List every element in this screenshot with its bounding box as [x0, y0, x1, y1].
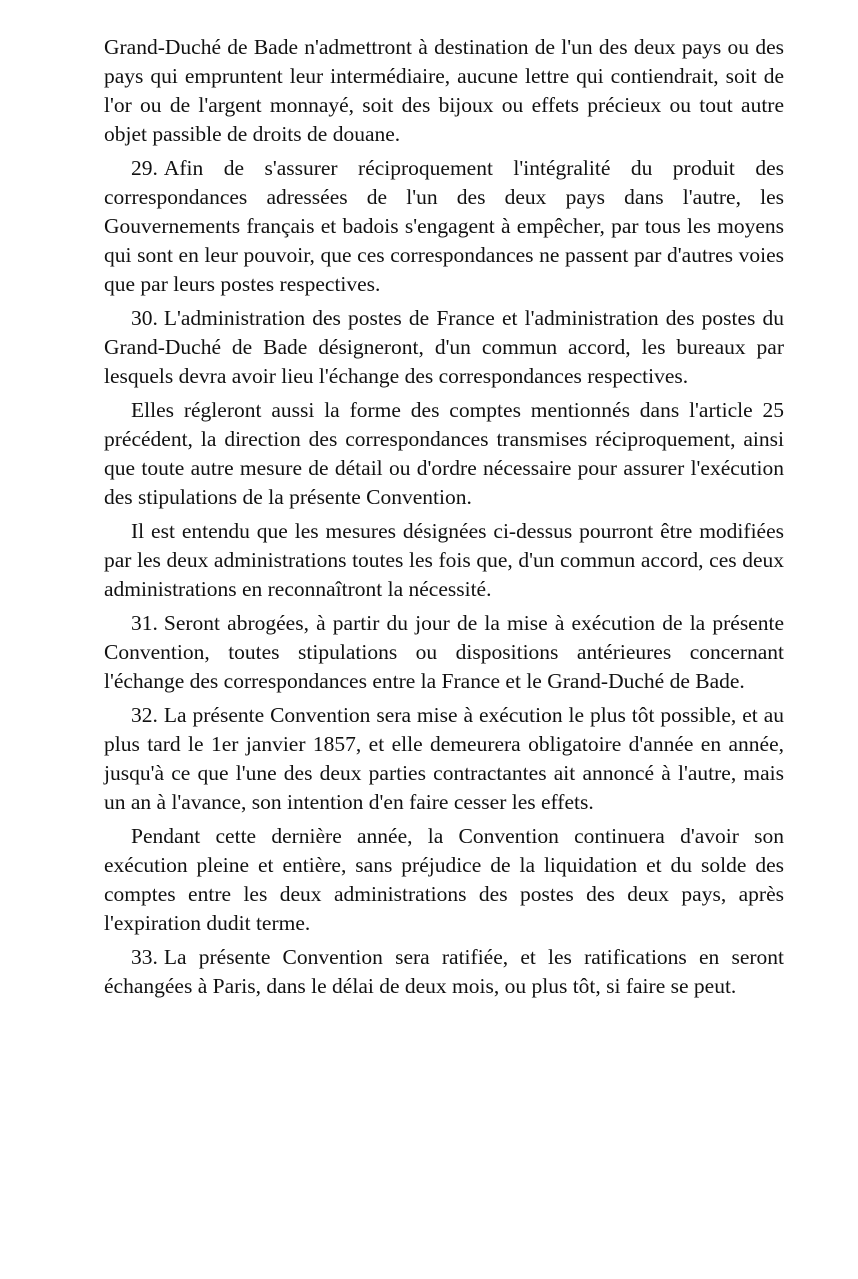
paragraph-text: Il est entendu que les mesures désignées ci-dessus pourront être modifiées par les deux administrations toutes les fois que, d'un commun accord, ces deux administrations en reconnaîtront la nécessité. [104, 519, 784, 601]
article-32 [104, 701, 784, 817]
article-30 [104, 304, 784, 391]
paragraph-text: Afin de s'assurer réciproquement l'intégralité du produit des correspondances adressées de l'un des deux pays dans l'autre, les Gouvernements français et badois s'engagent à empêcher, par tous les moyens qui sont en leur pouvoir, que ces correspondances ne passent par d'autres voies que par leurs postes respectives. [104, 156, 784, 296]
paragraph-text: L'administration des postes de France et l'administration des postes du Grand-Duché de Bade désigneront, d'un commun accord, les bureaux par lesquels devra avoir lieu l'échange des correspondances respectives. [104, 306, 784, 388]
paragraph-text: Grand-Duché de Bade n'admettront à destination de l'un des deux pays ou des pays qui empruntent leur intermédiaire, aucune lettre qui contiendrait, soit de l'or ou de l'argent monnayé, soit des bijoux ou effets précieux ou tout autre objet passible de droits de douane. [104, 35, 784, 146]
article-number: 32. [131, 703, 158, 727]
paragraph-text: Pendant cette dernière année, la Convention continuera d'avoir son exécution pleine et entière, sans préjudice de la liquidation et du solde des comptes entre les deux administrations des postes des deux pays, après l'expiration dudit terme. [104, 824, 784, 935]
article-31 [104, 609, 784, 696]
document-page [104, 33, 784, 1006]
article-33 [104, 943, 784, 1001]
paragraph-text: Elles régleront aussi la forme des comptes mentionnés dans l'article 25 précédent, la direction des correspondances transmises réciproquement, ainsi que toute autre mesure de détail ou d'ordre nécessaire pour assurer l'exécution des stipulations de la présente Convention. [104, 398, 784, 509]
article-29 [104, 154, 784, 299]
paragraph-text: Seront abrogées, à partir du jour de la mise à exécution de la présente Convention, toutes stipulations ou dispositions antérieures concernant l'échange des correspondances entre la France et le Grand-Duché de Bade. [104, 611, 784, 693]
paragraph-text: La présente Convention sera ratifiée, et les ratifications en seront échangées à Paris, dans le délai de deux mois, ou plus tôt, si faire se peut. [104, 945, 784, 998]
article-30-paragraph-2 [104, 396, 784, 512]
article-number: 29. [131, 156, 158, 180]
paragraph-continuation [104, 33, 784, 149]
article-number: 31. [131, 611, 158, 635]
article-32-paragraph-2 [104, 822, 784, 938]
article-number: 33. [131, 945, 158, 969]
article-number: 30. [131, 306, 158, 330]
paragraph-text: La présente Convention sera mise à exécution le plus tôt possible, et au plus tard le 1er janvier 1857, et elle demeurera obligatoire d'année en année, jusqu'à ce que l'une des deux parties contractantes ait annoncé à l'autre, mais un an à l'avance, son intention d'en faire cesser les effets. [104, 703, 784, 814]
article-30-paragraph-3 [104, 517, 784, 604]
